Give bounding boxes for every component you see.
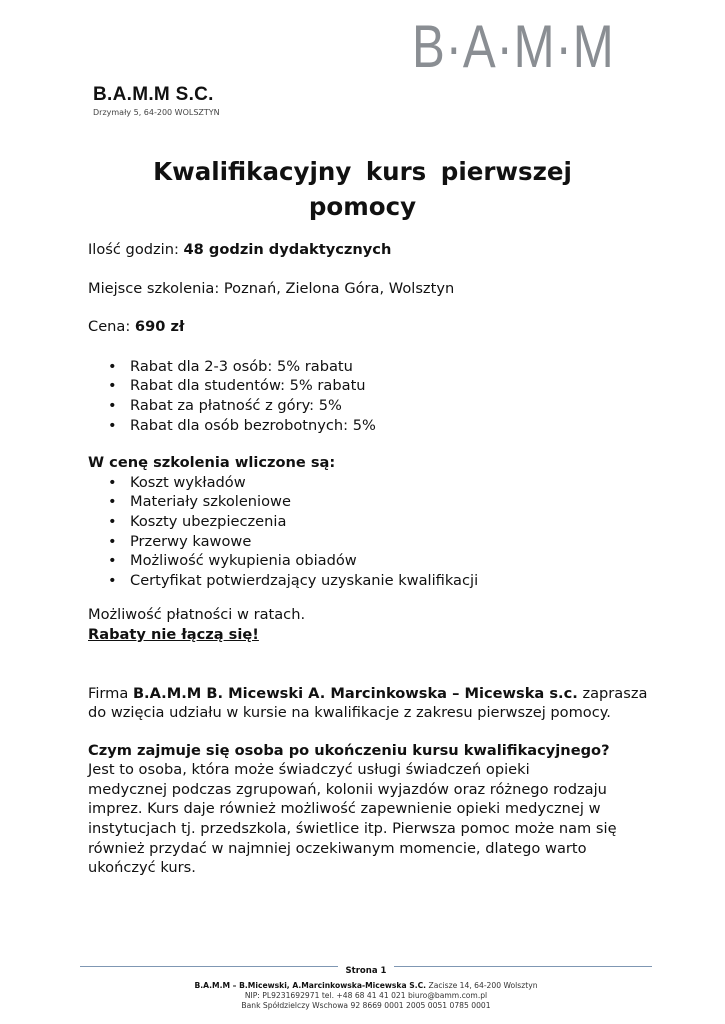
discount-list: [88, 357, 648, 435]
included-list: [88, 473, 648, 591]
price-line: [88, 317, 648, 337]
invite-verb: zaprasza: [582, 684, 648, 702]
course-title-line-2: pomocy: [308, 192, 417, 221]
included-item: • Możliwość wykupienia obiadów: [88, 551, 648, 571]
faq-answer-line: również przydać w najmniej oczekiwanym momencie, dlatego warto: [88, 839, 587, 857]
footer-info: [80, 981, 652, 1011]
page-footer: [80, 958, 652, 1011]
document-body: [88, 240, 648, 878]
bamm-logo: B·A·M·M: [412, 13, 615, 80]
hours-label: Ilość godzin:: [88, 241, 179, 258]
discount-item: • Rabat dla osób bezrobotnych: 5%: [88, 416, 648, 436]
invite-line-2: do wzięcia udziału w kursie na kwalifikacje z zakresu pierwszej pomocy.: [88, 704, 611, 722]
location-line: Miejsce szkolenia: Poznań, Zielona Góra, Wolsztyn: [88, 279, 455, 297]
footer-address: Zacisze 14, 64-200 Wolsztyn: [428, 981, 538, 990]
no-combine-note: Rabaty nie łączą się!: [88, 625, 259, 643]
included-item: • Przerwy kawowe: [88, 532, 648, 552]
faq-answer-line: instytucjach tj. przedszkola, świetlice itp. Pierwsza pomoc może nam się: [88, 820, 617, 838]
invite-line-1: [88, 684, 648, 704]
price-label: Cena:: [88, 318, 131, 336]
footer-company: B.A.M.M – B.Micewski, A.Marcinkowska-Micewska S.C.: [194, 981, 427, 990]
installments-note: Możliwość płatności w ratach.: [88, 606, 306, 624]
company-address: Drzymały 5, 64-200 WOLSZTYN: [93, 108, 220, 117]
faq-answer-line: imprez. Kurs daje również możliwość zapewnienie opieki medycznej w: [88, 800, 601, 818]
company-header: [93, 84, 220, 117]
discount-item: • Rabat dla studentów: 5% rabatu: [88, 376, 648, 396]
faq-answer-line: medycznej podczas zgrupowań, kolonii wyjazdów oraz różnego rodzaju: [88, 780, 607, 798]
footer-line-1: [80, 981, 652, 991]
included-item: • Certyfikat potwierdzający uzyskanie kwalifikacji: [88, 571, 648, 591]
discount-item: • Rabat za płatność z góry: 5%: [88, 396, 648, 416]
company-name: B.A.M.M S.C.: [93, 84, 214, 105]
discount-item: • Rabat dla 2-3 osób: 5% rabatu: [88, 357, 648, 377]
included-item: • Materiały szkoleniowe: [88, 492, 648, 512]
hours-line: [88, 240, 648, 260]
course-title: [80, 154, 645, 224]
included-heading: W cenę szkolenia wliczone są:: [88, 454, 336, 472]
page-number: Strona 1: [338, 966, 395, 976]
firm-name: B.A.M.M B. Micewski A. Marcinkowska – Micewska s.c.: [132, 684, 578, 702]
invite-prefix: Firma: [88, 684, 129, 702]
faq-answer-line: Jest to osoba, która może świadczyć usługi świadczeń opieki: [88, 761, 530, 779]
price-value: 690 zł: [134, 318, 185, 336]
included-item: • Koszty ubezpieczenia: [88, 512, 648, 532]
footer-line-2: NIP: PL9231692971 tel. +48 68 41 41 021 biuro@bamm.com.pl: [244, 991, 488, 1000]
course-title-line-1: Kwalifikacyjny kurs pierwszej: [153, 157, 572, 186]
footer-line-3: Bank Spółdzielczy Wschowa 92 8669 0001 2005 0051 0785 0001: [241, 1001, 491, 1010]
included-item: • Koszt wykładów: [88, 473, 648, 493]
faq-answer-line: ukończyć kurs.: [88, 859, 196, 877]
faq-question: Czym zajmuje się osoba po ukończeniu kursu kwalifikacyjnego?: [88, 741, 610, 759]
hours-value: 48 godzin dydaktycznych: [183, 241, 392, 258]
